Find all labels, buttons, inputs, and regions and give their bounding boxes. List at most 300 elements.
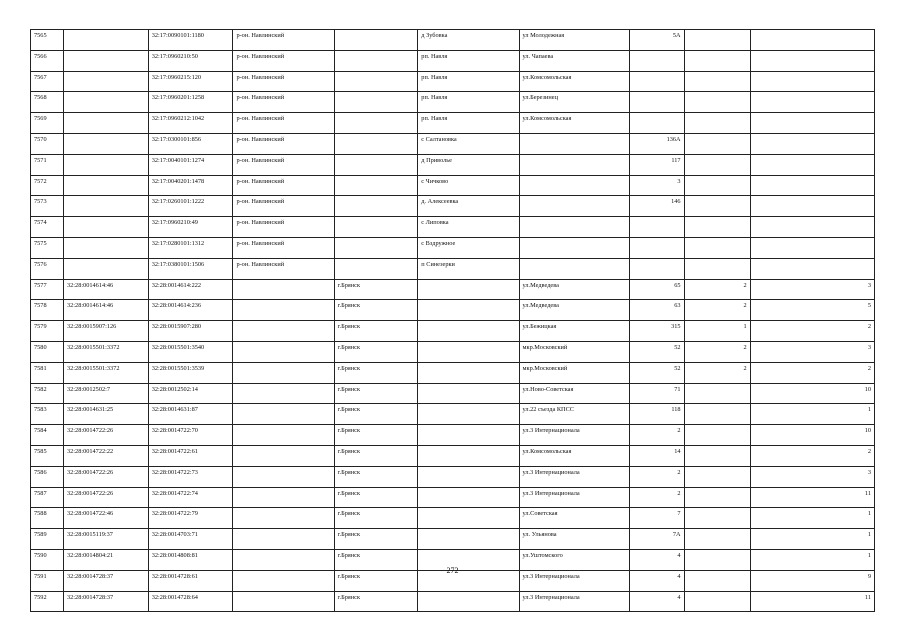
table-cell: 11: [750, 487, 874, 508]
table-cell: [418, 466, 519, 487]
table-cell: ул.Медведева: [519, 300, 629, 321]
table-cell: [64, 196, 149, 217]
table-cell: 7572: [31, 175, 64, 196]
table-cell: 32:28:0014614:46: [64, 300, 149, 321]
table-cell: г.Брянск: [334, 466, 418, 487]
table-cell: 71: [629, 383, 684, 404]
table-cell: 7584: [31, 425, 64, 446]
table-cell: [684, 487, 750, 508]
table-cell: [684, 92, 750, 113]
table-cell: [233, 445, 334, 466]
table-cell: 32:28:0014614:236: [148, 300, 233, 321]
table-row: [31, 217, 875, 238]
table-cell: 32:28:0014722:26: [64, 466, 149, 487]
table-cell: ул Молодежная: [519, 30, 629, 51]
table-cell: г.Брянск: [334, 362, 418, 383]
table-cell: [750, 237, 874, 258]
table-cell: [418, 321, 519, 342]
table-cell: с Липовка: [418, 217, 519, 238]
page-number: 272: [446, 566, 459, 575]
table-cell: р-он. Навлинский: [233, 217, 334, 238]
table-cell: [750, 154, 874, 175]
table-cell: р-он. Навлинский: [233, 175, 334, 196]
table-cell: [64, 154, 149, 175]
table-cell: р-он. Навлинский: [233, 237, 334, 258]
table-cell: 117: [629, 154, 684, 175]
table-row: [31, 321, 875, 342]
table-cell: [684, 466, 750, 487]
table-cell: 32:28:0014728:37: [64, 570, 149, 591]
table-cell: 32:28:0014722:22: [64, 445, 149, 466]
table-cell: д. Алексеевка: [418, 196, 519, 217]
table-cell: р-он. Навлинский: [233, 71, 334, 92]
table-cell: [750, 196, 874, 217]
table-cell: 7585: [31, 445, 64, 466]
table-cell: рп. Навля: [418, 92, 519, 113]
table-cell: 7591: [31, 570, 64, 591]
table-cell: 1: [750, 404, 874, 425]
table-cell: [418, 404, 519, 425]
table-cell: 32:28:0015501:3372: [64, 341, 149, 362]
table-cell: 7581: [31, 362, 64, 383]
table-row: [31, 50, 875, 71]
table-cell: 3: [750, 341, 874, 362]
table-cell: 3: [629, 175, 684, 196]
table-cell: г.Брянск: [334, 404, 418, 425]
table-cell: ул.3 Интернационала: [519, 570, 629, 591]
table-cell: [233, 425, 334, 446]
table-cell: 32:17:0040201:1478: [148, 175, 233, 196]
table-row: [31, 237, 875, 258]
table-cell: ул.3 Интернационала: [519, 425, 629, 446]
table-cell: [684, 133, 750, 154]
table-cell: 32:28:0014722:26: [64, 487, 149, 508]
table-cell: рп. Навля: [418, 71, 519, 92]
table-row: [31, 300, 875, 321]
table-cell: [418, 362, 519, 383]
table-cell: 32:28:0014728:64: [148, 591, 233, 612]
table-cell: ул.Советская: [519, 508, 629, 529]
table-cell: [334, 71, 418, 92]
table-cell: [64, 133, 149, 154]
table-cell: [684, 404, 750, 425]
table-cell: [233, 508, 334, 529]
table-cell: 2: [629, 487, 684, 508]
table-cell: г.Брянск: [334, 508, 418, 529]
table-cell: мкр.Московский: [519, 341, 629, 362]
table-cell: 32:17:0090101:1180: [148, 30, 233, 51]
table-cell: ул.22 съезда КПСС: [519, 404, 629, 425]
table-cell: 2: [629, 425, 684, 446]
table-cell: р-он. Навлинский: [233, 30, 334, 51]
table-row: [31, 341, 875, 362]
table-row: [31, 113, 875, 134]
table-cell: 3: [750, 279, 874, 300]
table-cell: [519, 196, 629, 217]
table-cell: [233, 529, 334, 550]
table-cell: [334, 175, 418, 196]
table-cell: г.Брянск: [334, 570, 418, 591]
table-cell: 32:28:0014808:81: [148, 549, 233, 570]
table-cell: 7582: [31, 383, 64, 404]
table-cell: [64, 175, 149, 196]
table-cell: 32:28:0014804:21: [64, 549, 149, 570]
table-cell: 7579: [31, 321, 64, 342]
table-cell: [519, 154, 629, 175]
table-cell: р-он. Навлинский: [233, 133, 334, 154]
table-cell: 7573: [31, 196, 64, 217]
table-body: [31, 30, 875, 612]
table-cell: 32:17:0260101:1222: [148, 196, 233, 217]
table-cell: р-он. Навлинский: [233, 258, 334, 279]
table-cell: [629, 217, 684, 238]
table-cell: 4: [629, 549, 684, 570]
table-cell: [334, 258, 418, 279]
table-cell: 2: [629, 466, 684, 487]
table-cell: [64, 217, 149, 238]
table-cell: [684, 529, 750, 550]
table-cell: г.Брянск: [334, 279, 418, 300]
table-cell: [684, 217, 750, 238]
table-cell: 32:28:0014728:37: [64, 591, 149, 612]
table-cell: 1: [750, 529, 874, 550]
table-cell: 32:17:0300101:856: [148, 133, 233, 154]
table-cell: [418, 425, 519, 446]
table-cell: 32:28:0015501:3540: [148, 341, 233, 362]
table-row: [31, 466, 875, 487]
table-cell: [750, 30, 874, 51]
table-cell: [418, 383, 519, 404]
table-cell: 65: [629, 279, 684, 300]
table-cell: ул.Ново-Советская: [519, 383, 629, 404]
table-cell: [750, 217, 874, 238]
table-cell: [233, 341, 334, 362]
table-cell: ул. Чапаева: [519, 50, 629, 71]
table-cell: [418, 445, 519, 466]
table-cell: 32:17:0960212:1042: [148, 113, 233, 134]
table-cell: [684, 196, 750, 217]
table-cell: [418, 487, 519, 508]
table-row: [31, 175, 875, 196]
table-cell: 2: [750, 362, 874, 383]
table-cell: [684, 50, 750, 71]
table-cell: 4: [629, 570, 684, 591]
table-cell: 32:28:0015501:3372: [64, 362, 149, 383]
table-cell: 4: [629, 591, 684, 612]
table-cell: 32:17:0040101:1274: [148, 154, 233, 175]
table-cell: с Салтановка: [418, 133, 519, 154]
table-cell: г.Брянск: [334, 445, 418, 466]
table-cell: [233, 300, 334, 321]
table-cell: [64, 258, 149, 279]
table-cell: [64, 92, 149, 113]
table-cell: р-он. Навлинский: [233, 154, 334, 175]
table-cell: [629, 50, 684, 71]
table-cell: 63: [629, 300, 684, 321]
table-cell: 32:17:0960201:1258: [148, 92, 233, 113]
table-cell: 52: [629, 341, 684, 362]
table-cell: 32:28:0014722:74: [148, 487, 233, 508]
table-cell: [233, 404, 334, 425]
table-cell: р-он. Навлинский: [233, 196, 334, 217]
table-row: [31, 404, 875, 425]
table-cell: [684, 30, 750, 51]
table-cell: [629, 113, 684, 134]
table-cell: ул.Комсомольская: [519, 113, 629, 134]
table-cell: 7571: [31, 154, 64, 175]
table-cell: [750, 258, 874, 279]
table-cell: 2: [684, 279, 750, 300]
table-cell: ул.Комсомольская: [519, 71, 629, 92]
table-cell: 7577: [31, 279, 64, 300]
table-cell: [334, 30, 418, 51]
table-cell: 3: [750, 466, 874, 487]
table-cell: г.Брянск: [334, 341, 418, 362]
table-cell: 136А: [629, 133, 684, 154]
table-cell: 32:28:0014722:79: [148, 508, 233, 529]
table-cell: [629, 237, 684, 258]
table-cell: 32:17:0960210:49: [148, 217, 233, 238]
table-cell: 32:17:0960210:50: [148, 50, 233, 71]
table-cell: 7580: [31, 341, 64, 362]
table-row: [31, 425, 875, 446]
table-cell: 32:28:0015907:126: [64, 321, 149, 342]
table-cell: 32:28:0012502:7: [64, 383, 149, 404]
table-cell: п Синезерки: [418, 258, 519, 279]
table-cell: г.Брянск: [334, 300, 418, 321]
table-cell: 7574: [31, 217, 64, 238]
table-cell: [684, 258, 750, 279]
table-cell: ул.3 Интернационала: [519, 591, 629, 612]
table-cell: 7568: [31, 92, 64, 113]
table-cell: [334, 217, 418, 238]
table-cell: с Чичково: [418, 175, 519, 196]
table-cell: 7586: [31, 466, 64, 487]
table-cell: [334, 154, 418, 175]
table-cell: 32:28:0015907:280: [148, 321, 233, 342]
table-cell: 7566: [31, 50, 64, 71]
table-cell: [233, 279, 334, 300]
table-cell: [750, 113, 874, 134]
table-cell: 32:28:0014614:46: [64, 279, 149, 300]
table-cell: [418, 591, 519, 612]
table-cell: [684, 237, 750, 258]
table-cell: 32:28:0014722:26: [64, 425, 149, 446]
table-cell: [750, 175, 874, 196]
table-cell: 1: [750, 508, 874, 529]
table-cell: [629, 92, 684, 113]
table-cell: 7575: [31, 237, 64, 258]
table-cell: [519, 133, 629, 154]
table-cell: 2: [684, 341, 750, 362]
table-cell: 7592: [31, 591, 64, 612]
table-cell: 10: [750, 425, 874, 446]
table-cell: [64, 30, 149, 51]
table-cell: р-он. Навлинский: [233, 92, 334, 113]
table-cell: [684, 71, 750, 92]
table-cell: рп. Навля: [418, 50, 519, 71]
table-cell: [233, 591, 334, 612]
table-cell: 11: [750, 591, 874, 612]
table-row: [31, 133, 875, 154]
table-cell: [64, 50, 149, 71]
table-cell: 7567: [31, 71, 64, 92]
table-cell: рп. Навля: [418, 113, 519, 134]
table-cell: [684, 154, 750, 175]
table-cell: ул.Бежицкая: [519, 321, 629, 342]
table-cell: [233, 466, 334, 487]
table-cell: д Приволье: [418, 154, 519, 175]
table-cell: [418, 341, 519, 362]
table-cell: д Зубовка: [418, 30, 519, 51]
table-cell: 7565: [31, 30, 64, 51]
table-cell: г.Брянск: [334, 549, 418, 570]
table-cell: [334, 92, 418, 113]
table-cell: 1: [750, 549, 874, 570]
table-row: [31, 591, 875, 612]
table-cell: 32:28:0015501:3539: [148, 362, 233, 383]
table-cell: 52: [629, 362, 684, 383]
table-cell: [64, 113, 149, 134]
table-cell: 32:17:0380101:1506: [148, 258, 233, 279]
table-cell: 2: [750, 445, 874, 466]
table-cell: [418, 300, 519, 321]
table-row: [31, 445, 875, 466]
table-cell: [519, 258, 629, 279]
table-cell: 32:28:0015119:37: [64, 529, 149, 550]
table-cell: 32:28:0014722:46: [64, 508, 149, 529]
table-cell: [519, 237, 629, 258]
table-cell: [64, 71, 149, 92]
table-cell: ул.Уштомского: [519, 549, 629, 570]
table-cell: 7590: [31, 549, 64, 570]
table-row: [31, 154, 875, 175]
table-cell: р-он. Навлинский: [233, 50, 334, 71]
table-row: [31, 279, 875, 300]
table-cell: [684, 508, 750, 529]
table-row: [31, 487, 875, 508]
table-cell: [233, 383, 334, 404]
table-cell: 10: [750, 383, 874, 404]
table-cell: 7589: [31, 529, 64, 550]
table-row: [31, 383, 875, 404]
table-cell: 7578: [31, 300, 64, 321]
table-cell: [684, 445, 750, 466]
table-cell: [684, 113, 750, 134]
table-cell: [334, 196, 418, 217]
table-cell: [418, 279, 519, 300]
table-cell: 2: [684, 300, 750, 321]
table-cell: [750, 50, 874, 71]
table-cell: [684, 175, 750, 196]
table-cell: [418, 529, 519, 550]
table-cell: [233, 321, 334, 342]
table-cell: г.Брянск: [334, 425, 418, 446]
table-cell: г.Брянск: [334, 487, 418, 508]
table-cell: с Вздружное: [418, 237, 519, 258]
table-cell: 7587: [31, 487, 64, 508]
table-cell: г.Брянск: [334, 591, 418, 612]
table-cell: ул.Березинец: [519, 92, 629, 113]
table-row: [31, 71, 875, 92]
table-cell: ул.3 Интернационала: [519, 487, 629, 508]
table-cell: [334, 113, 418, 134]
table-row: [31, 30, 875, 51]
table-row: [31, 362, 875, 383]
table-cell: 2: [750, 321, 874, 342]
table-cell: 32:28:0014703:71: [148, 529, 233, 550]
table-cell: [684, 383, 750, 404]
table-cell: ул.3 Интернационала: [519, 466, 629, 487]
table-cell: [629, 71, 684, 92]
registry-table: [30, 29, 875, 612]
table-row: [31, 92, 875, 113]
table-cell: [684, 425, 750, 446]
table-row: [31, 258, 875, 279]
table-cell: [629, 258, 684, 279]
table-cell: 315: [629, 321, 684, 342]
table-cell: г.Брянск: [334, 383, 418, 404]
table-row: [31, 529, 875, 550]
table-cell: ул.Комсомольская: [519, 445, 629, 466]
table-cell: 5А: [629, 30, 684, 51]
table-cell: 32:28:0014614:222: [148, 279, 233, 300]
table-cell: 7570: [31, 133, 64, 154]
table-cell: [684, 591, 750, 612]
table-cell: 32:28:0014722:61: [148, 445, 233, 466]
table-cell: 32:28:0014631:25: [64, 404, 149, 425]
table-cell: мкр.Московский: [519, 362, 629, 383]
table-cell: [750, 92, 874, 113]
table-cell: [750, 133, 874, 154]
table-cell: ул.Медведева: [519, 279, 629, 300]
table-cell: 32:17:0960215:120: [148, 71, 233, 92]
table-cell: [233, 487, 334, 508]
table-cell: [750, 71, 874, 92]
table-cell: 7588: [31, 508, 64, 529]
table-cell: 14: [629, 445, 684, 466]
table-row: [31, 196, 875, 217]
table-cell: 7569: [31, 113, 64, 134]
table-cell: [334, 50, 418, 71]
table-cell: [418, 508, 519, 529]
table-cell: 32:28:0012502:14: [148, 383, 233, 404]
table-cell: 9: [750, 570, 874, 591]
table-cell: 7583: [31, 404, 64, 425]
table-cell: [334, 133, 418, 154]
table-cell: 146: [629, 196, 684, 217]
table-cell: г.Брянск: [334, 321, 418, 342]
table-cell: 32:28:0014722:73: [148, 466, 233, 487]
table-cell: 7576: [31, 258, 64, 279]
table-cell: 7: [629, 508, 684, 529]
table-cell: 7А: [629, 529, 684, 550]
table-cell: [334, 237, 418, 258]
table-cell: [519, 175, 629, 196]
table-cell: 32:28:0014728:61: [148, 570, 233, 591]
table-row: [31, 508, 875, 529]
table-cell: г.Брянск: [334, 529, 418, 550]
table-cell: 2: [684, 362, 750, 383]
table-cell: 1: [684, 321, 750, 342]
table-cell: [519, 217, 629, 238]
table-cell: [64, 237, 149, 258]
table-cell: 32:28:0014631:87: [148, 404, 233, 425]
table-cell: р-он. Навлинский: [233, 113, 334, 134]
table-cell: 32:28:0014722:70: [148, 425, 233, 446]
table-cell: [233, 362, 334, 383]
table-cell: 32:17:0280101:1312: [148, 237, 233, 258]
